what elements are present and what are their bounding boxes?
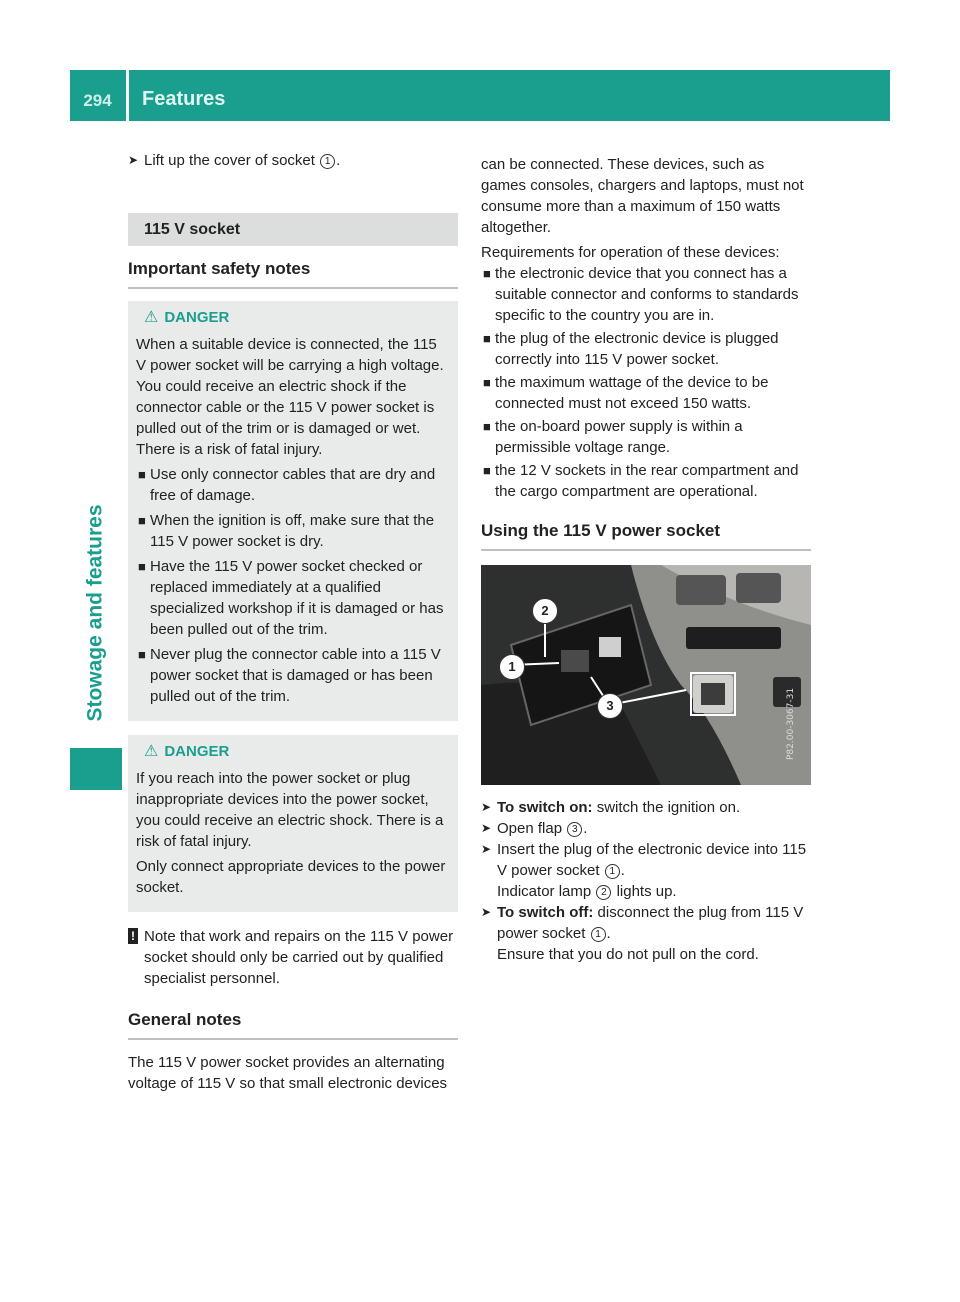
- step-insert-plug: ➤ Insert the plug of the electronic device into 115 V power socket 1 . Indicator lamp 2 lights up.: [481, 841, 807, 900]
- bullet-text: Use only connector cables that are dry and free of damage.: [150, 466, 436, 504]
- side-tab: [70, 500, 122, 726]
- step-text: Indicator lamp: [497, 883, 592, 900]
- danger-text-2b: Only connect appropriate devices to the power socket.: [136, 858, 446, 896]
- warning-triangle-icon: ⚠: [144, 743, 159, 760]
- list-item: [136, 556, 450, 640]
- danger-label-1: DANGER: [164, 309, 230, 326]
- step-text: lights up.: [616, 883, 677, 900]
- step-text: Open flap: [497, 820, 563, 837]
- step-arrow-icon: ➤: [481, 821, 492, 835]
- step-bold-label: To switch off:: [497, 904, 594, 921]
- callout-label: 3: [597, 693, 623, 719]
- danger-box-2: [128, 735, 458, 912]
- list-item: [481, 328, 811, 370]
- callout-label: 1: [499, 654, 525, 680]
- list-item: [481, 416, 811, 458]
- using-heading: Using the 115 V power socket: [481, 508, 811, 551]
- photo-code: P82.00-3067-31: [786, 687, 796, 760]
- bullet-text: the on-board power supply is within a permissible voltage range.: [495, 418, 743, 456]
- list-item: [136, 644, 450, 707]
- list-item: [481, 263, 811, 326]
- list-item: [481, 372, 811, 414]
- bullet-icon: ■: [483, 375, 491, 390]
- header-divider: [126, 70, 129, 121]
- step-text: Ensure that you do not pull on the cord.: [497, 946, 759, 963]
- requirements-intro: Requirements for operation of these devices:: [481, 244, 780, 261]
- right-column: [481, 154, 811, 965]
- note: [128, 926, 458, 989]
- general-heading: General notes: [128, 997, 458, 1040]
- step-arrow-icon: ➤: [481, 905, 492, 919]
- continued-text: can be connected. These devices, such as games consoles, chargers and laptops, must not consume more than a maximum of 150 watts altogether.: [481, 156, 804, 236]
- socket-photo: [481, 565, 811, 785]
- callout-label: 2: [532, 598, 558, 624]
- bullet-text: Have the 115 V power socket checked or replaced immediately at a qualified specialized workshop if it is damaged or has been pulled out of the trim.: [150, 558, 444, 638]
- header-bar: [70, 70, 890, 121]
- bullet-icon: ■: [138, 467, 146, 482]
- bullet-icon: ■: [138, 647, 146, 662]
- step-text: switch the ignition on.: [596, 799, 741, 816]
- bullet-icon: ■: [138, 513, 146, 528]
- page-number: 294: [83, 90, 112, 110]
- list-item: [136, 464, 450, 506]
- danger-text-2a: If you reach into the power socket or plug inappropriate devices into the power socket, you could receive an electric shock. There is a risk of fatal injury.: [136, 770, 444, 850]
- callout-1-icon: 1: [591, 927, 606, 942]
- bullet-text: When the ignition is off, make sure that the 115 V power socket is dry.: [150, 512, 435, 550]
- bullet-text: the plug of the electronic device is plugged correctly into 115 V power socket.: [495, 330, 779, 368]
- left-column: [128, 150, 458, 1094]
- callout-3-icon: 3: [567, 822, 582, 837]
- step-arrow-icon: ➤: [481, 800, 492, 814]
- safety-heading: Important safety notes: [128, 246, 458, 289]
- section-title: 115 V socket: [128, 213, 458, 246]
- list-item: [481, 460, 811, 502]
- danger-label-2: DANGER: [164, 743, 230, 760]
- bullet-icon: ■: [483, 419, 491, 434]
- step-arrow-icon: ➤: [128, 153, 139, 167]
- exclamation-icon: !: [128, 928, 138, 944]
- bullet-icon: ■: [483, 266, 491, 281]
- list-item: [136, 510, 450, 552]
- step-bold-label: To switch on:: [497, 799, 593, 816]
- danger-title-2: [136, 741, 450, 762]
- callout-1-icon: 1: [605, 864, 620, 879]
- step-switch-off: ➤ To switch off: disconnect the plug from 115 V power socket 1 . Ensure that you do not pull on the cord.: [481, 904, 804, 963]
- bullet-icon: ■: [138, 559, 146, 574]
- step-switch-on: [481, 797, 811, 818]
- step-arrow-icon: ➤: [481, 842, 492, 856]
- callout-2-icon: 2: [596, 885, 611, 900]
- bullet-icon: ■: [483, 463, 491, 478]
- socket-illustration: [481, 565, 811, 785]
- bullet-icon: ■: [483, 331, 491, 346]
- side-marker-block: [70, 748, 122, 790]
- bullet-text: Never plug the connector cable into a 115 V power socket that is damaged or has been pulled out of the trim.: [150, 646, 441, 705]
- bullet-text: the electronic device that you connect has a suitable connector and conforms to standards specific to the country you are in.: [495, 265, 799, 324]
- warning-triangle-icon: ⚠: [144, 309, 159, 326]
- intro-step-text: Lift up the cover of socket: [144, 152, 315, 169]
- intro-step: ➤ Lift up the cover of socket 1 .: [128, 152, 341, 169]
- step-text: Insert the plug of the electronic device into 115 V power socket: [497, 841, 807, 879]
- side-tab-label: Stowage and features: [84, 504, 107, 722]
- callout-1-icon: 1: [320, 154, 335, 169]
- bullet-text: the maximum wattage of the device to be connected must not exceed 150 watts.: [495, 374, 769, 412]
- step-open-flap: ➤ Open flap 3 .: [481, 820, 588, 837]
- note-text: Note that work and repairs on the 115 V power socket should only be carried out by qualified specialist personnel.: [144, 928, 454, 987]
- page-title: Features: [142, 88, 226, 110]
- general-text: The 115 V power socket provides an alternating voltage of 115 V so that small electronic devices: [128, 1054, 448, 1092]
- danger-box-1: [128, 301, 458, 721]
- bullet-text: the 12 V sockets in the rear compartment and the cargo compartment are operational.: [495, 462, 799, 500]
- danger-title-1: [136, 307, 450, 328]
- danger-text-1: When a suitable device is connected, the 115 V power socket will be carrying a high voltage. You could receive an electric shock if the connector cable or the 115 V power socket is pulled out of the trim or is damaged or wet. There is a risk of fatal injury.: [136, 336, 444, 458]
- step-text: disconnect the plug from 115 V power socket: [497, 904, 804, 942]
